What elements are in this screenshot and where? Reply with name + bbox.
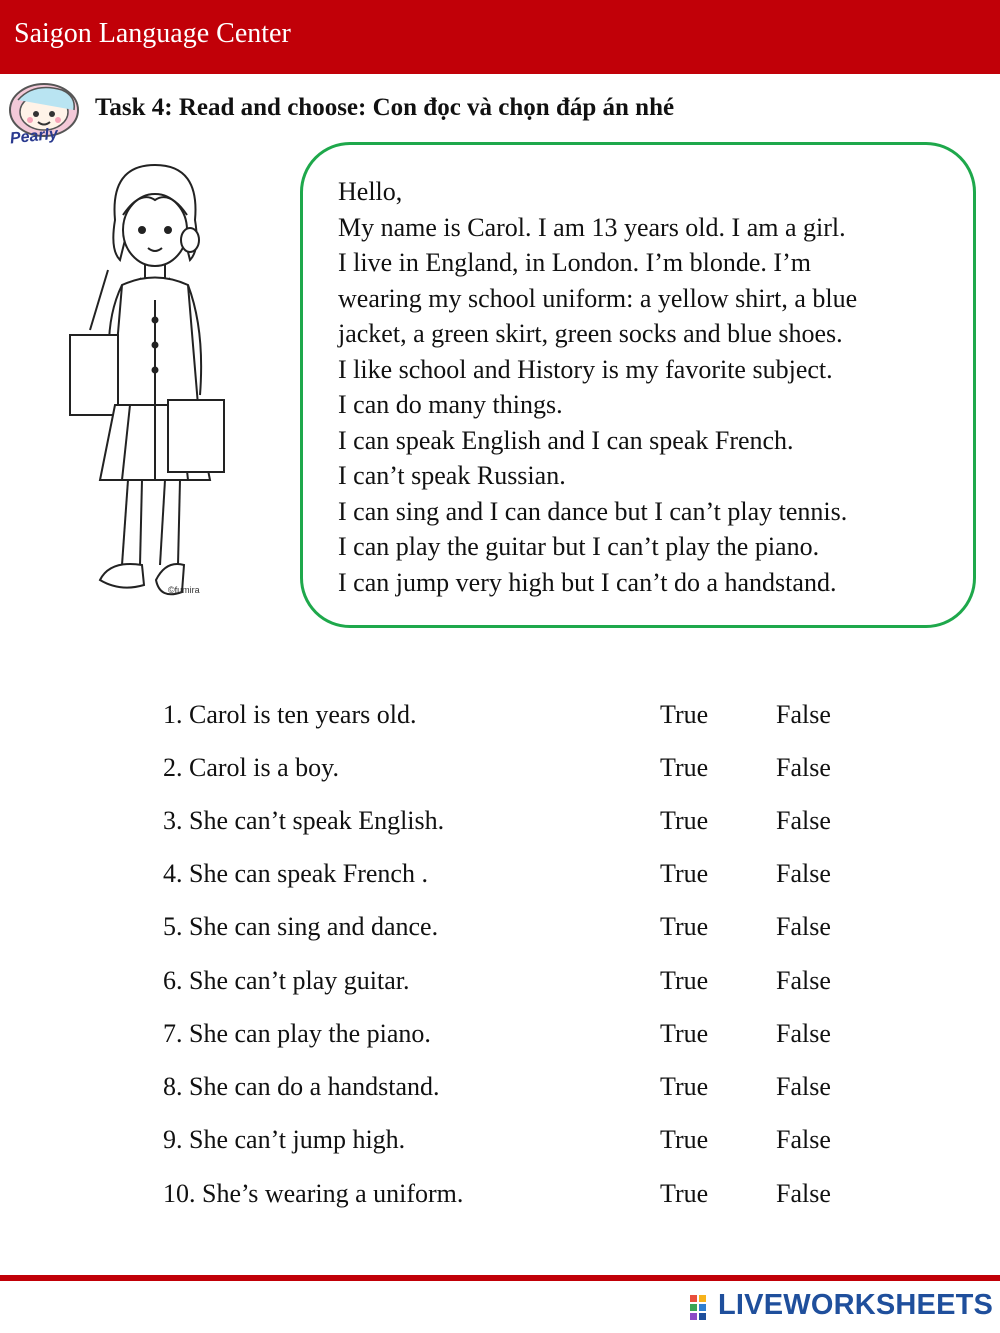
- question-row: [163, 1125, 863, 1165]
- false-option[interactable]: False: [776, 1179, 831, 1208]
- story-line: I can play the guitar but I can’t play the piano.: [338, 532, 820, 561]
- story-text: [338, 174, 857, 600]
- story-line: My name is Carol. I am 13 years old. I am a girl.: [338, 212, 846, 242]
- question-row: [163, 1019, 863, 1059]
- question-text: 1. Carol is ten years old.: [163, 700, 417, 729]
- liveworksheets-logo-icon: [690, 1293, 716, 1325]
- pearly-logo-text: Pearly: [9, 125, 59, 148]
- true-option[interactable]: True: [660, 1019, 709, 1048]
- question-text: 3. She can’t speak English.: [163, 806, 445, 835]
- question-text: 9. She can’t jump high.: [163, 1125, 406, 1154]
- story-line: I can jump very high but I can’t do a handstand.: [338, 567, 837, 597]
- question-text: 8. She can do a handstand.: [163, 1072, 440, 1101]
- story-line: Hello,: [338, 177, 403, 206]
- false-option[interactable]: False: [776, 1072, 831, 1101]
- false-option[interactable]: False: [776, 753, 831, 782]
- question-text: 2. Carol is a boy.: [163, 753, 339, 782]
- header-title: Saigon Language Center: [14, 18, 291, 49]
- false-option[interactable]: False: [776, 966, 831, 995]
- story-line: I can do many things.: [338, 390, 563, 419]
- illustration-credit: ©fumira: [168, 585, 200, 595]
- footer-divider: [0, 1275, 1000, 1281]
- question-row: [163, 859, 863, 899]
- true-option[interactable]: True: [660, 806, 709, 835]
- header-bar: [0, 0, 1000, 74]
- story-line: I can speak English and I can speak French.: [338, 425, 794, 455]
- false-option[interactable]: False: [776, 859, 831, 888]
- false-option[interactable]: False: [776, 806, 831, 835]
- true-option[interactable]: True: [660, 1179, 709, 1208]
- true-option[interactable]: True: [660, 1072, 709, 1101]
- false-option[interactable]: False: [776, 912, 831, 941]
- true-option[interactable]: True: [660, 753, 709, 782]
- true-option[interactable]: True: [660, 859, 709, 888]
- question-row: [163, 1179, 863, 1219]
- question-text: 7. She can play the piano.: [163, 1019, 431, 1048]
- true-option[interactable]: True: [660, 700, 709, 729]
- false-option[interactable]: False: [776, 1125, 831, 1154]
- false-option[interactable]: False: [776, 700, 831, 729]
- true-option[interactable]: True: [660, 966, 709, 995]
- story-line: I can sing and I can dance but I can’t play tennis.: [338, 496, 848, 526]
- question-text: 4. She can speak French .: [163, 859, 428, 888]
- question-row: [163, 806, 863, 846]
- story-line: I like school and History is my favorite subject.: [338, 354, 833, 384]
- girl-illustration: [60, 160, 250, 610]
- story-line: I live in England, in London. I’m blonde. I’m: [338, 248, 811, 277]
- question-row: [163, 753, 863, 793]
- true-option[interactable]: True: [660, 912, 709, 941]
- question-text: 10. She’s wearing a uniform.: [163, 1179, 464, 1208]
- story-line: I can’t speak Russian.: [338, 461, 566, 490]
- false-option[interactable]: False: [776, 1019, 831, 1048]
- task-title: Task 4: Read and choose: Con đọc và chọn đáp án nhé: [95, 94, 675, 121]
- story-line: wearing my school uniform: a yellow shirt, a blue: [338, 283, 858, 313]
- question-text: 5. She can sing and dance.: [163, 912, 439, 941]
- question-row: [163, 912, 863, 952]
- question-row: [163, 700, 863, 740]
- true-option[interactable]: True: [660, 1125, 709, 1154]
- question-row: [163, 1072, 863, 1112]
- question-row: [163, 966, 863, 1006]
- question-text: 6. She can’t play guitar.: [163, 966, 410, 995]
- story-line: jacket, a green skirt, green socks and blue shoes.: [338, 319, 843, 348]
- liveworksheets-brand[interactable]: LIVEWORKSHEETS: [718, 1289, 994, 1321]
